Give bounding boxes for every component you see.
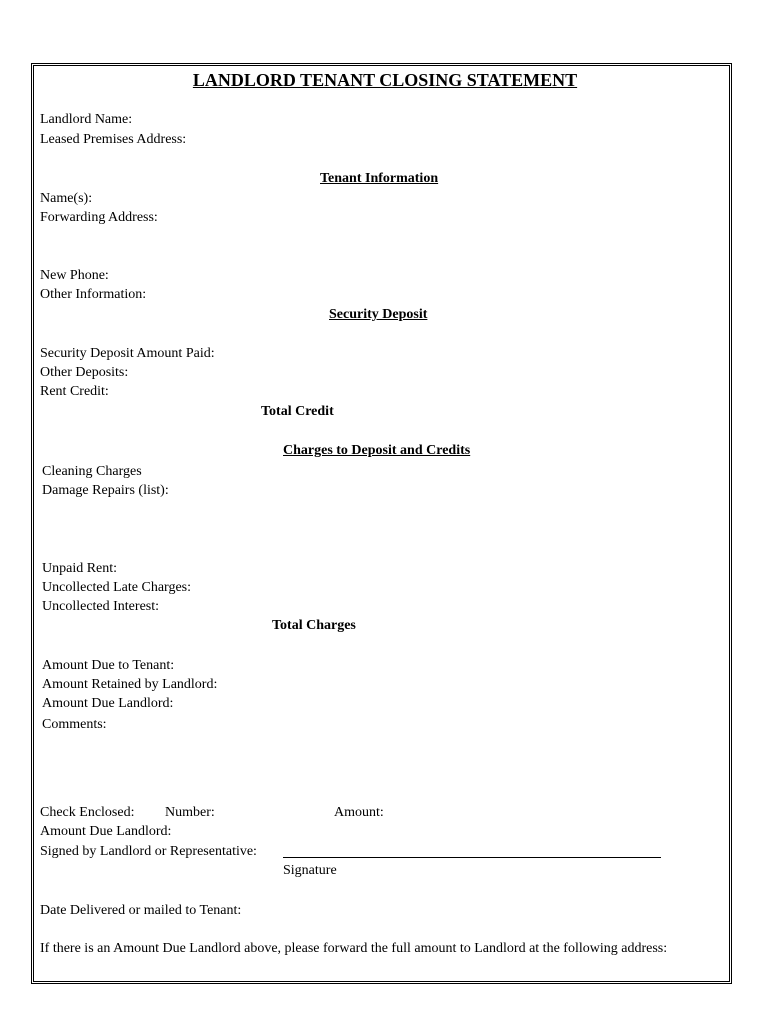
- tenant-info-heading: Tenant Information: [320, 171, 439, 186]
- amount-due-landlord-label: Amount Due Landlord:: [42, 696, 174, 711]
- uncollected-interest-label: Uncollected Interest:: [42, 599, 160, 614]
- check-enclosed-label: Check Enclosed:: [40, 805, 135, 820]
- forward-note: If there is an Amount Due Landlord above, please forward the full amount to Landlord at the following address:: [40, 941, 668, 956]
- signed-by-label: Signed by Landlord or Representative:: [40, 844, 257, 859]
- unpaid-rent-label: Unpaid Rent:: [42, 561, 118, 576]
- rent-credit-label: Rent Credit:: [40, 384, 109, 399]
- amount-retained-label: Amount Retained by Landlord:: [42, 677, 218, 692]
- check-number-label: Number:: [165, 805, 215, 820]
- premises-address-label: Leased Premises Address:: [40, 132, 187, 147]
- cleaning-charges-label: Cleaning Charges: [42, 464, 142, 479]
- signature-label: Signature: [283, 863, 337, 878]
- total-credit-label: Total Credit: [261, 404, 334, 419]
- check-amount-label: Amount:: [334, 805, 384, 820]
- comments-label: Comments:: [42, 717, 107, 732]
- date-delivered-label: Date Delivered or mailed to Tenant:: [40, 903, 242, 918]
- tenant-names-label: Name(s):: [40, 191, 93, 206]
- forwarding-address-label: Forwarding Address:: [40, 210, 158, 225]
- page-title: LANDLORD TENANT CLOSING STATEMENT: [192, 70, 578, 90]
- landlord-name-label: Landlord Name:: [40, 112, 133, 127]
- other-information-label: Other Information:: [40, 287, 147, 302]
- damage-repairs-label: Damage Repairs (list):: [42, 483, 169, 498]
- deposit-amount-paid-label: Security Deposit Amount Paid:: [40, 346, 215, 361]
- charges-heading: Charges to Deposit and Credits: [283, 443, 471, 458]
- signature-line[interactable]: [283, 857, 661, 858]
- payment-due-landlord-label: Amount Due Landlord:: [40, 824, 172, 839]
- total-charges-label: Total Charges: [272, 618, 356, 633]
- security-deposit-heading: Security Deposit: [329, 307, 428, 322]
- new-phone-label: New Phone:: [40, 268, 109, 283]
- other-deposits-label: Other Deposits:: [40, 365, 129, 380]
- late-charges-label: Uncollected Late Charges:: [42, 580, 192, 595]
- amount-due-tenant-label: Amount Due to Tenant:: [42, 658, 175, 673]
